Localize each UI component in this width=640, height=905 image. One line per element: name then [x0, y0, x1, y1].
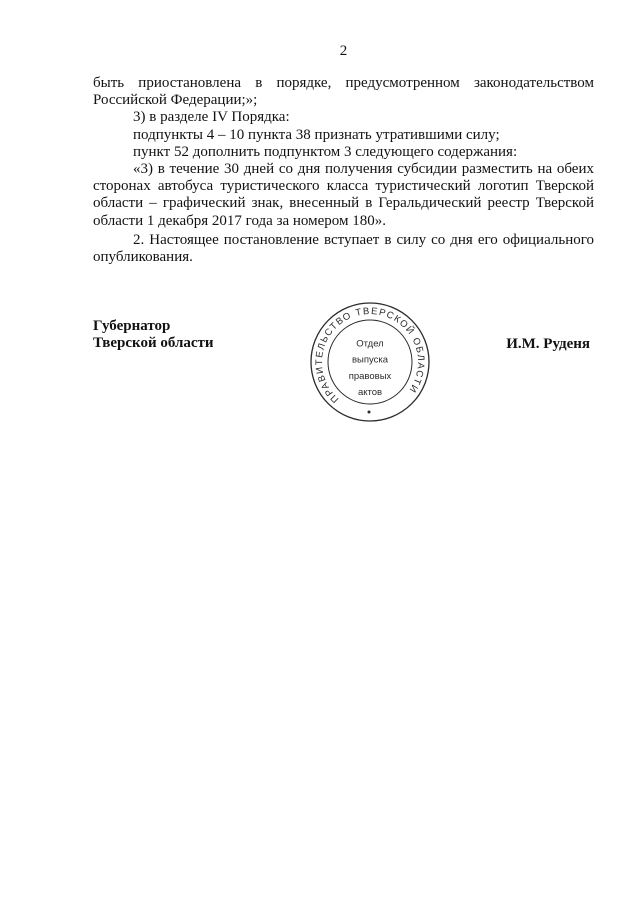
stamp-center-line: актов	[357, 387, 383, 398]
text-line: области – графический знак, внесенный в Геральдический реестр Тверской	[93, 195, 594, 212]
official-stamp	[308, 300, 432, 424]
stamp-center-line: выпуска	[351, 354, 389, 366]
text-line: области 1 декабря 2017 года за номером 180».	[93, 212, 386, 229]
paragraph-item-3	[93, 109, 594, 126]
text-line: 3) в разделе IV Порядка:	[133, 109, 290, 126]
page-number: 2	[339, 43, 348, 59]
stamp-ring-text: ПРАВИТЕЛЬСТВО ТВЕРСКОЙ ОБЛАСТИ	[313, 305, 427, 405]
signatory-name: И.М. Руденя	[506, 336, 590, 352]
text-line: подпункты 4 – 10 пункта 38 признать утратившими силу;	[133, 126, 500, 143]
paragraph-quoted-subitem	[93, 161, 594, 230]
signatory-position	[93, 318, 214, 353]
text-line: сторонах автобуса туристического класса туристический логотип Тверской	[93, 178, 594, 195]
paragraph-point-52	[93, 144, 594, 161]
stamp-dot	[368, 411, 371, 414]
signatory-position-line: Губернатор	[93, 318, 171, 334]
paragraph-subitems	[93, 127, 594, 144]
text-line: «3) в течение 30 дней со дня получения субсидии разместить на обеих	[133, 161, 594, 178]
text-line: пункт 52 дополнить подпунктом 3 следующего содержания:	[133, 143, 518, 160]
document-body	[93, 75, 594, 266]
text-line: опубликования.	[93, 249, 193, 266]
stamp-center-line: Отдел	[356, 338, 384, 350]
paragraph-effective-date	[93, 232, 594, 266]
text-line: Российской Федерации;»;	[93, 92, 258, 109]
paragraph-continuation	[93, 75, 594, 109]
stamp-center-line: правовых	[348, 371, 392, 382]
signatory-position-line: Тверской области	[93, 335, 214, 352]
text-line: 2. Настоящее постановление вступает в силу со дня его официального	[133, 231, 594, 248]
text-line: быть приостановлена в порядке, предусмотренном законодательством	[93, 75, 594, 91]
